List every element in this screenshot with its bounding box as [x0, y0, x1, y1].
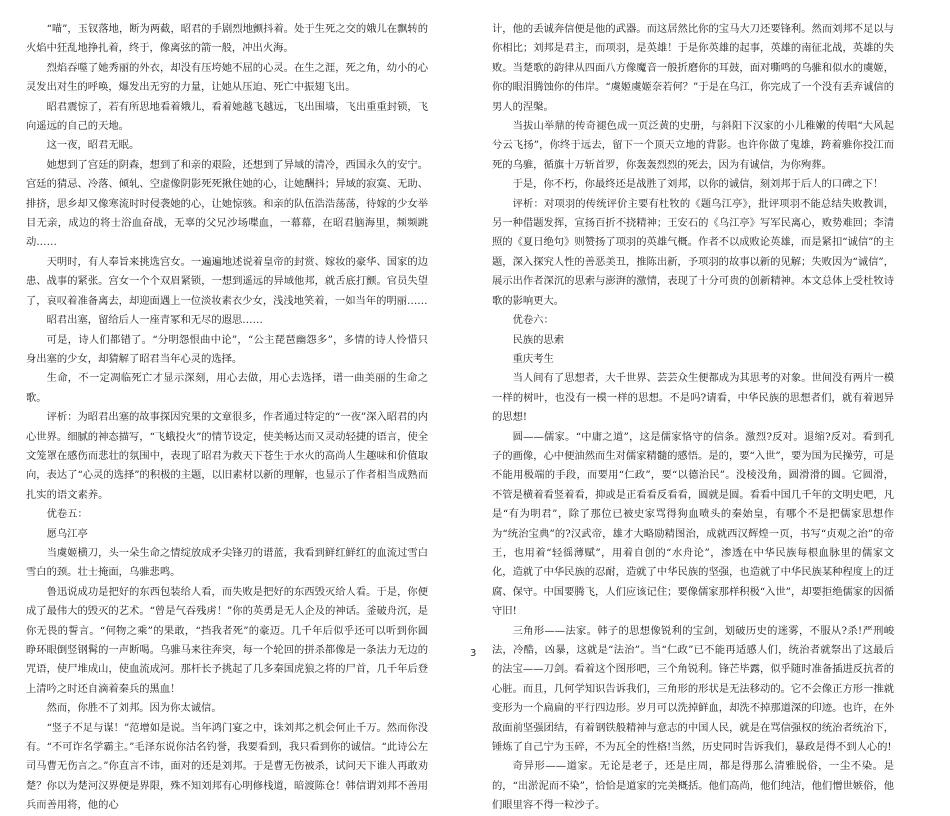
paragraph: 计，他的丢诚奔信便是他的武器。而这居然比你的宝马大刀还要锋利。然而刘邦不足以与你相比；刘邦是君主，而项羽，是英雄！于是你英雄的起事，英雄的南征北战，英雄的失败。当楚歌的韵律从四面八方像魔音一般折磨你的耳鼓，面对嘶鸣的乌骓和似水的虞姬，你的眼泪腾蚀你的伟岸。“虞姬虞姬奈若何？”于是在乌江，你完成了一个没有丢弃诚信的男人的涅槃。: [492, 23, 894, 113]
paragraph: 当人间有了思想者，大千世界、芸芸众生便都成为其思考的对象。世间没有两片一模一样的树叶，也没有一模一样的思想。不是吗?请看，中华民族的思想者们，就有着迥异的思想!: [492, 372, 894, 424]
paragraph: 于是，你不朽，你最终还是战胜了刘邦，以你的诚信，刻刘邦于后人的口碑之下！: [512, 178, 884, 191]
right-column: [492, 20, 894, 816]
paragraph: 生命，不一定凋临死亡才显示深刻，用心去做，用心去选择，谱一曲美丽的生命之歌。: [26, 372, 428, 404]
paragraph: 然而，你胜不了刘邦。因为你太诚信。: [46, 702, 222, 715]
paragraph: 天明时，有人奉旨来挑选宫女。一遍遍地述说着皇帝的封赏、嫁妆的豪华、国家的边患、战事的紧张。宫女一个个双眉紧锁，一想到遥远的异域他邦，就舌底打颤。官员失望了，哀叹着准备离去，却迎面遇上一位淡妆素衣少女，浅浅地笑着，一如当年的明丽……: [26, 255, 428, 307]
paragraph: 她想到了宫廷的阴森，想到了和亲的艰险，还想到了异域的清冷，西国永久的安宁。宫廷的猜忌、冷落、倾轧、空虚像阴影死死揪住她的心，让她酬抖；异域的寂寞、无助、排挤，思乡却又像寒流时时侵袭她的心，让她惊骇。和亲的队伍浩浩荡荡，待嫁的少女举目无亲，成边的将士浴血奋战，无辜的父兄沙场喋血，一幕幕，在昭君脑海里，频频跳动……: [26, 158, 428, 249]
essay-label: 优卷六：: [512, 314, 554, 327]
paragraph: 三角形——法家。韩子的思想像锐利的宝剑，划破历史的迷雾，不服从?杀!严刑峻法，冷酷，凶暴，这就是“法治”。当“仁政”已不能再适感人们，统治者就祭出了这最后的法宝——刀剑。看着这个图形吧，三个角锐利。锋芒毕露，似乎随时准备插进反抗者的心脏。而且，几何学知识告诉我们，三角形的形状是无法移动的。它不会像正方形一推就变形为一个扁扁的平行四边形。岁月可以洗掉鲜血，却洗不掉那道深的印迹。也许，在外敌面前坚强团结，有着钢铁般精神与意志的中国人民，就是在骂信强权的统治者统治下，锤炼了自己宁为玉碎，不为瓦全的性格!当然，历史同时告诉我们，暴政是得不到人心的!: [492, 624, 894, 754]
paragraph: 圆——儒家。“中庸之道”，这是儒家恪守的信条。激烈?反对。退缩?反对。看到孔子的画像，心中便油然而生对儒家精髓的感悟。是的，要“入世”，要为国为民操劳，可是不能用极端的手段，而要用“仁政”，要“以德治民”。没棱没角，圆滑滑的圆。它圆滑，不管是横着看竖着看，抑或是正看看反看看，圆就是圆。看看中国几千年的文明史吧，凡是“有为明君”，除了那位已被史家骂得狗血喷头的秦始皇，有哪个不是把儒家思想作为“统治宝典”的?汉武帝，雄才大略励精图治，成就西汉辉煌一页，书写“贞观之治”的帝王，也用着“轻徭薄赋”，用着自创的“水舟论”，渗透在中华民族每根血脉里的儒家文化，造就了中华民族的忍耐，造就了中华民族的坚强，也造就了中华民族某种程度上的迂腐、保守。中国要腾飞，人们应该记住；要像儒家那样积极“入世”，却要拒绝儒家的因循守旧!: [492, 430, 894, 618]
paragraph: 评析：为昭君出塞的故事探因究果的文章很多，作者通过特定的“一夜”深入昭君的内心世界。细腻的神态描写，“飞蛾投火”的情节设定，使美畅达而又灵动轻捷的语言，使全文笼罩在感伤而悲壮的氛围中，表现了昭君为救天下苍生于水火的高尚人生趣味和价值取向，表达了“心灵的选择”的积极的主题，以旧素材以新的理解，也显示了作者相当成熟而扎实的语文素养。: [26, 411, 428, 501]
paragraph: 当拔山举鼎的传奇褪色成一页泛黄的史册，与斜阳下汉家的小儿稚嫩的传唱“大风起兮云飞扬”，你终于远去，留下一个顶天立地的背影。也许你做了鬼雄，跨着骓你投江而死的乌骓，循旗十万斩首罗，你轰轰烈烈的死去，因为有诚信，为你殉葬。: [492, 120, 894, 171]
paragraph: 这一夜，昭君无眠。: [46, 139, 140, 152]
paragraph: 昭君震惊了，若有所思地看着娥儿，看着她越飞越远，飞出围墙，飞出重重封锁，飞向遥远的自己的天地。: [26, 100, 428, 133]
paragraph: 鲁迅说成功是把好的东西包装给人看，而失败是把好的东西毁灭给人看。于是，你便成了最伟大的毁灭的艺术。“曾是气吞残虏！”你的英勇是无人企及的神话。釜破舟沉，是你无畏的誓言。“何物之乘”的果敢，“挡我者死”的豪迈。几千年后似乎还可以听到你圆睁环眼倒竖钢髯的一声断喝。乌骓马来往奔突，每一个轮回的拼杀都像是一条法力无边的咒语，使尸堆成山，使血流成河。那杆长予挑起了几多秦国虎狼之将的尸首，几千年后登上清吟之时还自滴着秦兵的黑血！: [26, 585, 428, 695]
paragraph: “喵”，玉钗落地，断为两截，昭君的手剧烈地颤抖着。处于生死之交的娥儿在飘转的火焰中狂乱地挣扎着，终于，像离弦的箭一般，冲出火海。: [26, 23, 428, 55]
essay-title: 愿乌江亭: [46, 527, 88, 540]
paragraph: “竖子不足与谋！”范增如是说。当年鸿门宴之中，诛刘邦之机会何止千万。然而你没有。“不可诈名学霸主。”毛泽东说你沽名钓誉，我要看到，我只看到你的诚信。“此诗公左司马曹无伤言之。”你直言不讳，面对的还是刘邦。于是曹无伤被杀，试问天下谁人再敢劝楚？你以为楚河汉界便是界限，殊不知刘邦有心明修栈道，暗渡陈仓！韩信谓刘邦不善用兵而善用将，他的心: [26, 721, 428, 812]
paragraph: 昭君出塞，留给后人一座青冢和无尽的遐思……: [46, 314, 263, 327]
paragraph: 奇异形——道家。无论是老子，还是庄周，都是得那么清雅脱俗，一尘不染。是的，“出淤泥而不染”，恰恰是道家的完美概括。他们高尚，他们纯洁，他们憎世嫉俗，他们眼里容不得一粒沙子。: [492, 760, 894, 812]
paragraph: 可是，诗人们都错了。“分明怨恨曲中论”，“公主琵琶幽怨多”，多情的诗人怜惜只身出塞的少女，却猜解了昭君当年心灵的选择。: [26, 333, 428, 365]
page-number: 3: [470, 648, 477, 659]
essay-title: 民族的思索: [512, 333, 565, 346]
paragraph: 评析：对项羽的传统评价主要有杜牧的《题乌江亭》，批评项羽不能总结失败教训，另一种借题发挥，宣扬百折不挠精神；王安石的《乌江亭》写军民离心，败势难回；李清照的《夏日绝句》则赞扬了项羽的英雄气概。作者不以成败论英雄，而是紧扣“诚信”的主题，深入探究人性的善恶美丑，推陈出新，予项羽的故事以新的见解；失败因为“诚信”，展示出作者深沉的思索与澎湃的激情，表现了十分可贵的创新精神。本文总体上受杜牧诗歌的影响更大。: [492, 197, 894, 307]
paragraph: 当虞姬横刀，头一朵生命之情绽放成矛尖锋刃的谱蓝，我看到鲜红鲜红的血流过雪白雪白的颈。壮士掩面，乌骓悲鸣。: [26, 546, 428, 579]
essay-author: 重庆考生: [512, 352, 554, 365]
essay-label: 优卷五：: [46, 508, 88, 521]
paragraph: 烈焰吞噬了她秀丽的外衣，却没有压垮她不屈的心灵。在生之涯，死之角，幼小的心灵发出对生的呼唤，爆发出无穷的力量，让她从压迫、死亡中振翅飞出。: [26, 61, 428, 94]
left-column: [26, 20, 428, 816]
